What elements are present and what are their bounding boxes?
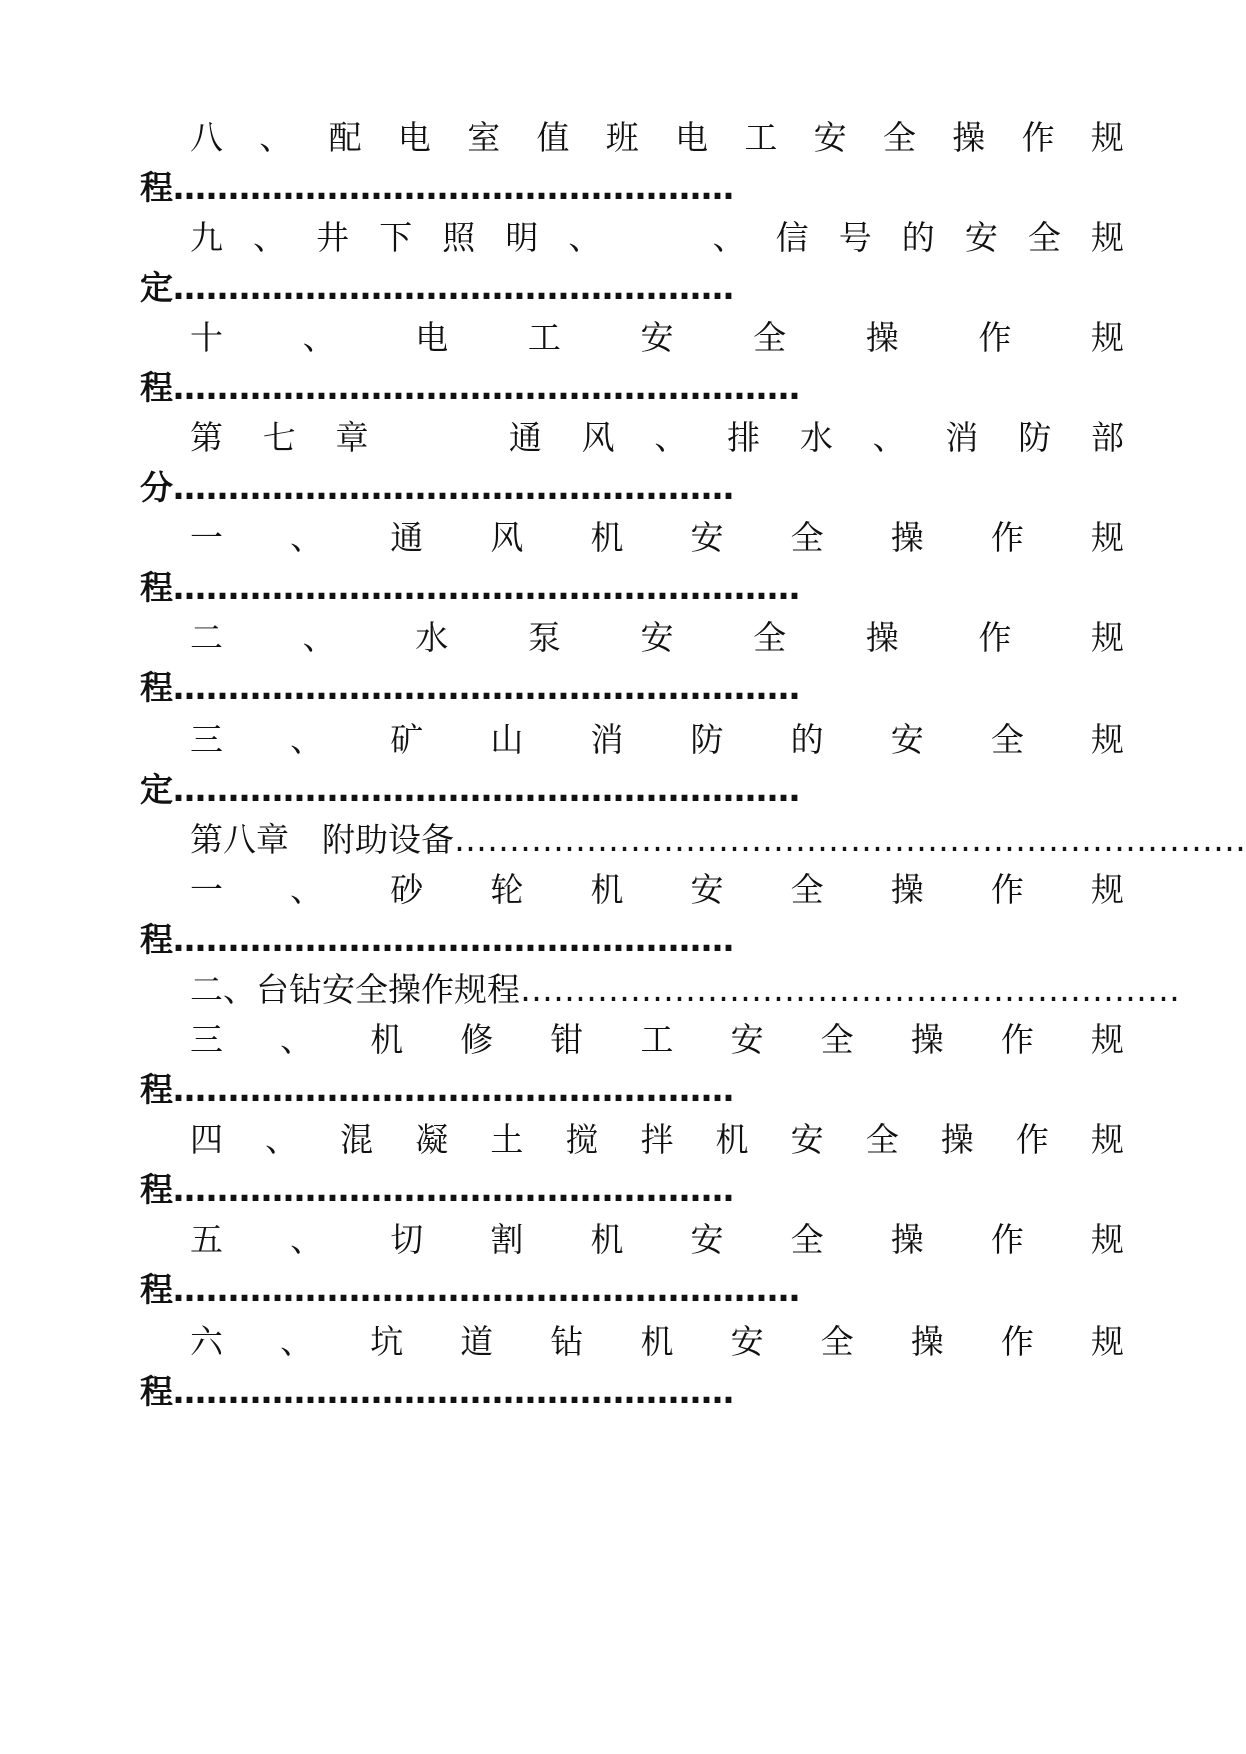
toc-entry-line2: 程…………………………………………… <box>140 1372 734 1411</box>
toc-entry-line1: 二、台钻安全操作规程…………………………………………………… <box>190 970 1180 1009</box>
toc-entry-line2: 定………………………………………………… <box>140 770 800 809</box>
toc-entry-line1: 四 、 混 凝 土 搅 拌 机 安 全 操 作 规 <box>190 1120 1124 1159</box>
toc-entry-line1: 五 、 切 割 机 安 全 操 作 规 <box>190 1220 1124 1259</box>
toc-entry-line2: 程…………………………………………… <box>140 920 734 959</box>
toc-entry-line1: 三 、 机 修 钳 工 安 全 操 作 规 <box>190 1020 1124 1059</box>
toc-entry-line2: 程…………………………………………… <box>140 168 734 207</box>
toc-entry-line1: 九 、 井 下 照 明 、 、 信 号 的 安 全 规 <box>190 218 1124 257</box>
toc-entry-line2: 程………………………………………………… <box>140 368 800 407</box>
toc-entry-line1: 二 、 水 泵 安 全 操 作 规 <box>190 618 1124 657</box>
toc-entry-line2: 程…………………………………………… <box>140 1070 734 1109</box>
toc-entry-line1: 六 、 坑 道 钻 机 安 全 操 作 规 <box>190 1322 1124 1361</box>
toc-entry-line2: 程………………………………………………… <box>140 668 800 707</box>
toc-entry-line1: 八 、 配 电 室 值 班 电 工 安 全 操 作 规 <box>190 118 1124 157</box>
toc-entry-line2: 程…………………………………………… <box>140 1170 734 1209</box>
toc-entry-line1: 一 、 砂 轮 机 安 全 操 作 规 <box>190 870 1124 909</box>
toc-entry-line1: 第八章 附助设备……………………………………………………………… <box>190 820 1246 859</box>
toc-entry-line1: 三 、 矿 山 消 防 的 安 全 规 <box>190 720 1124 759</box>
toc-entry-line1: 一 、 通 风 机 安 全 操 作 规 <box>190 518 1124 557</box>
toc-entry-line1: 十 、 电 工 安 全 操 作 规 <box>190 318 1124 357</box>
toc-entry-line2: 分…………………………………………… <box>140 468 734 507</box>
toc-entry-line2: 程………………………………………………… <box>140 1270 800 1309</box>
toc-entry-line1: 第 七 章 通 风 、 排 水 、 消 防 部 <box>190 418 1124 457</box>
toc-entry-line2: 程………………………………………………… <box>140 568 800 607</box>
toc-entry-line2: 定…………………………………………… <box>140 268 734 307</box>
